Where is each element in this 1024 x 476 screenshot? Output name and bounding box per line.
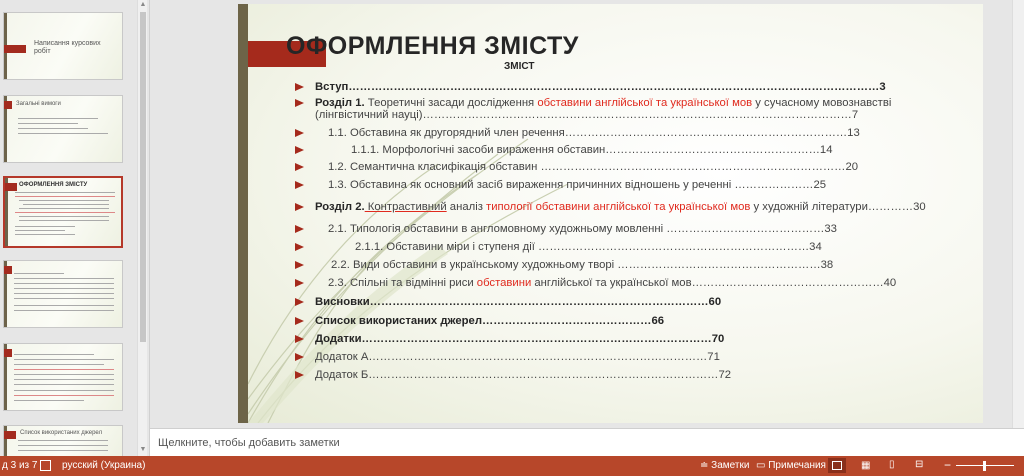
comments-icon: ▭ <box>756 460 766 471</box>
thumbnail-text-line <box>15 192 115 193</box>
thumbnail-band <box>5 183 17 191</box>
thumbnail-text-line <box>14 283 114 284</box>
arrow-bullet-icon <box>295 83 304 91</box>
thumbnail-text-line <box>14 364 104 365</box>
notes-toggle-button[interactable] <box>700 460 749 471</box>
slide-title[interactable]: ОФОРМЛЕННЯ ЗМІСТУ <box>286 32 579 60</box>
slide-counter: д 3 из 7 <box>2 460 38 471</box>
thumbnail-title: Написання курсових робіт <box>34 40 101 55</box>
scroll-up-icon[interactable]: ▲ <box>139 1 147 8</box>
thumbnail-text-line <box>14 384 114 385</box>
thumbnail-text-line <box>14 400 84 401</box>
thumbnail-text-line <box>18 440 108 441</box>
scroll-down-icon[interactable]: ▼ <box>139 446 147 453</box>
normal-view-button[interactable] <box>828 458 846 473</box>
toc-entry-references: Список використаних джерел………………………………………66 <box>315 315 665 327</box>
toc-entry-1-1: 1.1. Обставина як другорядний член речення…………………………………………………………………13 <box>328 127 860 139</box>
thumbnail-text-line <box>14 305 114 306</box>
toc-highlight-text: обставини англійської та української мов <box>537 97 753 109</box>
arrow-bullet-icon <box>295 203 304 211</box>
toc-highlight-text: типології обставини англійської та української мов <box>486 201 751 213</box>
table-of-contents[interactable] <box>238 4 983 423</box>
comments-label: Примечания <box>768 460 826 471</box>
toc-entry-appendix-b: Додаток Б…………………………………………………………………………………72 <box>315 369 732 381</box>
toc-entry-2-2: 2.2. Види обставини в українському художньому творі ………………………………………………38 <box>331 259 834 271</box>
slide-sorter-button[interactable] <box>858 458 876 473</box>
arrow-bullet-icon <box>295 99 304 107</box>
toc-text: аналіз <box>446 201 487 213</box>
toc-entry-appendices: Додатки…………………………………………………………………………………70 <box>315 333 725 345</box>
arrow-bullet-icon <box>295 371 304 379</box>
thumbnail-title: ОФОРМЛЕННЯ ЗМІСТУ <box>19 182 88 188</box>
thumbnail-text-line <box>14 374 114 375</box>
toc-entry-2-3 <box>328 277 896 290</box>
arrow-bullet-icon <box>295 129 304 137</box>
language-indicator[interactable]: русский (Украина) <box>62 460 146 471</box>
slide-sorter-icon: ▦ <box>861 460 871 471</box>
thumbnail-band <box>4 349 12 357</box>
toc-entry-2-1: 2.1. Типологія обставини в англомовному художньому мовленні ……………………………………33 <box>328 223 837 235</box>
thumbnail-text-line <box>15 230 65 231</box>
thumbnail-text-line <box>18 123 78 124</box>
slide-thumbnail-5[interactable] <box>3 343 123 411</box>
arrow-bullet-icon <box>295 353 304 361</box>
arrow-bullet-icon <box>295 163 304 171</box>
thumbnail-text-line <box>18 450 108 451</box>
thumbnail-text-line <box>14 354 94 355</box>
arrow-bullet-icon <box>295 225 304 233</box>
notes-icon: ≐ <box>700 460 709 471</box>
thumbnail-title: Загальні вимоги <box>16 101 61 107</box>
thumbnail-text-line <box>15 226 75 227</box>
thumbnail-text-line <box>15 212 115 213</box>
reading-view-icon: ▯ <box>889 459 895 470</box>
notes-pane[interactable] <box>150 428 1024 456</box>
arrow-bullet-icon <box>295 335 304 343</box>
thumbnail-text-line <box>23 204 109 205</box>
slide-thumbnail-2[interactable] <box>3 95 123 163</box>
thumbnail-text-line <box>14 310 114 311</box>
status-bar <box>0 456 1024 476</box>
zoom-slider-thumb[interactable] <box>983 461 986 471</box>
toc-entry-chapter-1-cont: (лінгвістичний науці)……………………………………………………………………………………………………7 <box>315 109 859 121</box>
toc-entry-1-3: 1.3. Обставина як основний засіб вираження причинних відношень у реченні …………………25 <box>328 179 827 191</box>
thumbnail-text-line <box>15 196 115 197</box>
toc-text: у художній літератури…………30 <box>750 201 926 213</box>
arrow-bullet-icon <box>295 146 304 154</box>
toc-entry-chapter-2 <box>315 201 926 214</box>
notes-placeholder[interactable]: Щелкните, чтобы добавить заметки <box>158 437 340 449</box>
slideshow-icon: ⊟ <box>915 459 924 470</box>
thumbnail-text-line <box>18 128 88 129</box>
slide-canvas[interactable] <box>238 4 983 423</box>
thumbnail-title: Список використаних джерел <box>20 430 103 436</box>
thumbnail-scrollbar[interactable] <box>137 0 147 456</box>
thumbnail-text-line <box>14 369 114 370</box>
thumbnail-text-line <box>14 288 114 289</box>
notes-label: Заметки <box>711 460 750 471</box>
comments-toggle-button[interactable] <box>756 460 826 471</box>
thumbnail-text-line <box>18 118 98 119</box>
thumbnail-text-line <box>14 278 114 279</box>
thumbnail-band <box>4 266 12 274</box>
toc-entry-conclusions: Висновки………………………………………………………………………………60 <box>315 296 722 308</box>
zoom-out-button[interactable]: − <box>944 458 952 472</box>
thumbnail-text-line <box>18 445 108 446</box>
toc-entry-appendix-a: Додаток А………………………………………………………………………………71 <box>315 351 720 363</box>
thumbnail-text-line <box>14 359 114 360</box>
toc-text: Контрастивний <box>364 201 447 213</box>
spellcheck-icon[interactable] <box>40 460 51 471</box>
thumbnail-text-line <box>14 379 114 380</box>
thumbnail-text-line <box>18 133 108 134</box>
editor-scrollbar[interactable] <box>1012 0 1024 428</box>
arrow-bullet-icon <box>295 261 304 269</box>
arrow-bullet-icon <box>295 298 304 306</box>
scrollbar-thumb[interactable] <box>140 12 146 342</box>
reading-view-button[interactable] <box>886 458 904 473</box>
toc-entry-intro: Вступ……………………………………………………………………………………………………………………………3 <box>315 81 886 93</box>
thumbnail-text-line <box>19 208 109 209</box>
thumbnail-text-line <box>14 298 114 299</box>
toc-text: 2.3. Спільні та відмінні риси <box>328 277 477 289</box>
normal-view-icon <box>832 461 842 470</box>
slide-thumbnail-3[interactable] <box>3 176 123 248</box>
slide-subtitle[interactable]: ЗМІСТ <box>504 61 535 72</box>
thumbnail-text-line <box>14 293 114 294</box>
toc-chapter-label: Розділ 1. <box>315 97 365 109</box>
toc-text: англійської та української мов……………………………………………40 <box>531 277 897 289</box>
toc-entry-1-1-1: 1.1.1. Морфологічні засоби вираження обставин…………………………………………………14 <box>351 144 833 156</box>
thumbnail-text-line <box>19 200 109 201</box>
thumbnail-text-line <box>19 216 109 217</box>
toc-text: Теоретичні засади дослідження <box>364 97 538 109</box>
thumbnail-text-line <box>14 395 114 396</box>
thumbnail-band <box>4 45 26 53</box>
thumbnail-text-line <box>19 220 109 221</box>
thumbnail-band <box>4 101 12 109</box>
arrow-bullet-icon <box>295 279 304 287</box>
slideshow-button[interactable] <box>912 458 930 473</box>
thumbnail-text-line <box>14 390 114 391</box>
slide-thumbnail-4[interactable] <box>3 260 123 328</box>
slide-editor <box>150 0 1024 428</box>
slide-thumbnail-1[interactable] <box>3 12 123 80</box>
thumbnail-text-line <box>15 234 75 235</box>
arrow-bullet-icon <box>295 317 304 325</box>
arrow-bullet-icon <box>295 243 304 251</box>
arrow-bullet-icon <box>295 181 304 189</box>
toc-highlight-text: обставини <box>476 277 532 289</box>
toc-chapter-label: Розділ 2. <box>315 201 365 213</box>
toc-entry-2-1-1: 2.1.1. Обставини міри і ступеня дії ………………………………………………………………34 <box>355 241 822 253</box>
thumbnail-text-line <box>14 273 64 274</box>
thumbnail-band <box>4 431 16 439</box>
toc-text: у сучасному мовознавстві <box>752 97 892 109</box>
toc-entry-1-2: 1.2. Семантична класифікація обставин ………………………………………………………………………20 <box>328 161 859 173</box>
slide-thumbnail-6[interactable] <box>3 425 123 456</box>
slide-thumbnail-pane <box>0 0 150 456</box>
